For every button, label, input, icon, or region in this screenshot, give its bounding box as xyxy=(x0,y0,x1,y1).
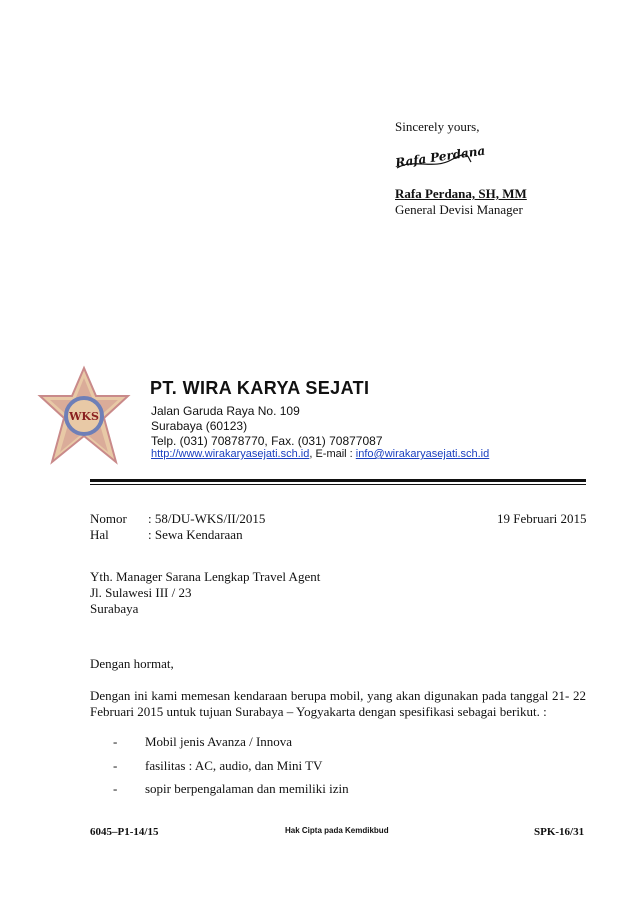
contact-line xyxy=(151,448,489,460)
website-link[interactable]: http://www.wirakaryasejati.sch.id xyxy=(151,448,310,460)
greeting: Dengan hormat, xyxy=(90,656,174,671)
list-item-text: sopir berpengalaman dan memiliki izin xyxy=(145,781,349,796)
company-logo xyxy=(38,366,130,466)
recipient-line: Surabaya xyxy=(90,601,139,616)
closing-salutation: Sincerely yours, xyxy=(395,119,480,134)
signer-name: Rafa Perdana, SH, MM xyxy=(395,186,527,201)
body-paragraph: Dengan ini kami memesan kendaraan berupa mobil, yang akan digunakan pada tanggal 21- 22 Februari 2015 untuk tujuan Surabaya – Yogyakarta dengan spesifikasi sebagai berikut. : xyxy=(90,688,586,719)
handwritten-signature xyxy=(393,143,487,176)
hal-label: Hal xyxy=(90,527,109,542)
list-item xyxy=(113,734,292,750)
company-name: PT. WIRA KARYA SEJATI xyxy=(150,378,370,398)
footer-code: 6045–P1-14/15 xyxy=(90,826,159,838)
letter-date: 19 Februari 2015 xyxy=(497,511,587,526)
city-line: Surabaya (60123) xyxy=(151,419,248,433)
recipient-block xyxy=(90,569,320,617)
logo-lettering: WKS xyxy=(69,410,99,423)
list-marker: - xyxy=(113,758,118,773)
letterhead-rule xyxy=(90,479,586,482)
nomor-value: : 58/DU-WKS/II/2015 xyxy=(148,511,266,526)
email-link[interactable]: info@wirakaryasejati.sch.id xyxy=(355,448,490,460)
list-marker: - xyxy=(113,781,118,796)
list-item xyxy=(113,781,349,797)
list-item-text: Mobil jenis Avanza / Innova xyxy=(145,734,293,749)
letterhead-rule-thin xyxy=(90,484,586,485)
nomor-label: Nomor xyxy=(90,511,127,526)
signer-title: General Devisi Manager xyxy=(395,202,523,217)
svg-text:Rafa Perdana: Rafa Perdana xyxy=(394,143,487,170)
email-label: , E-mail : xyxy=(309,448,356,460)
list-marker: - xyxy=(113,734,118,749)
recipient-line: Yth. Manager Sarana Lengkap Travel Agent xyxy=(90,569,321,584)
hal-value: : Sewa Kendaraan xyxy=(148,527,243,542)
footer-copyright: Hak Cipta pada Kemdikbud xyxy=(285,826,389,835)
list-item-text: fasilitas : AC, audio, dan Mini TV xyxy=(145,758,323,773)
list-item xyxy=(113,758,322,774)
recipient-line: Jl. Sulawesi III / 23 xyxy=(90,585,192,600)
footer-page-code: SPK-16/31 xyxy=(534,826,585,838)
address-line: Jalan Garuda Raya No. 109 xyxy=(151,404,300,418)
phone-fax-line: Telp. (031) 70878770, Fax. (031) 70877087 xyxy=(151,434,383,448)
